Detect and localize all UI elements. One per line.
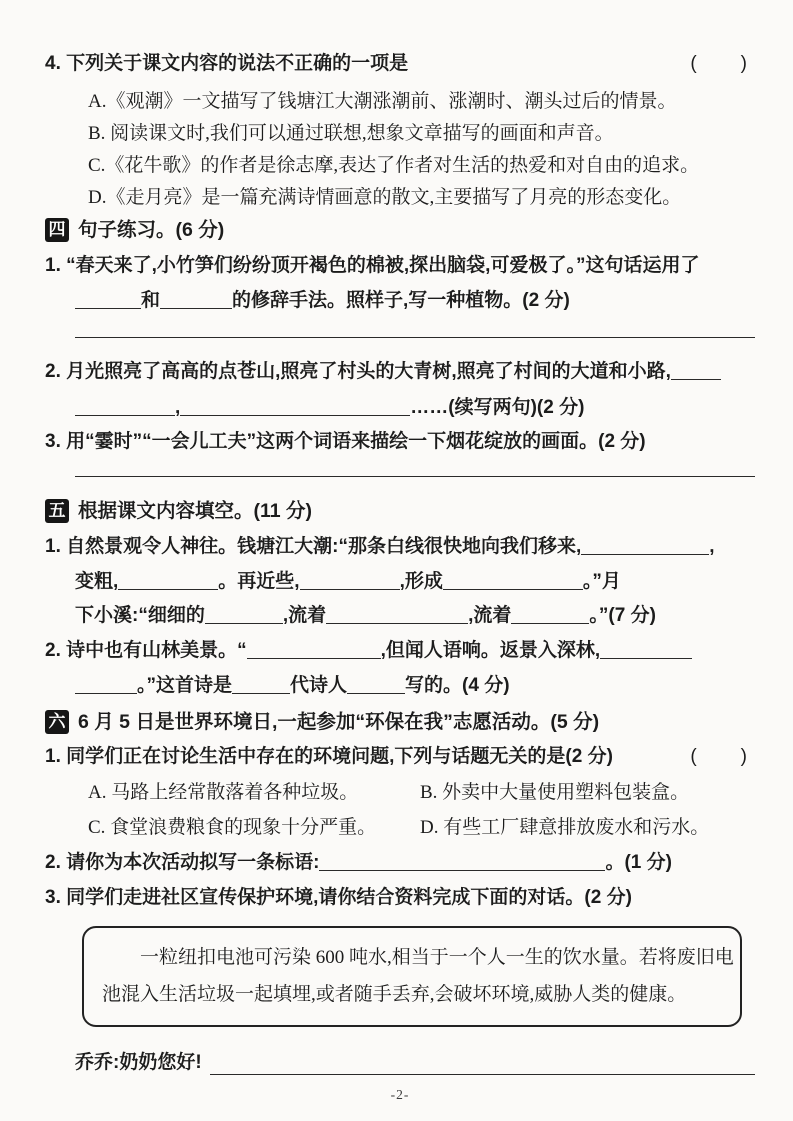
s4-q1-line2: 和 的修辞手法。照样子,写一种植物。(2 分) <box>45 289 755 313</box>
answer-blank[interactable] <box>600 639 692 659</box>
answer-blank[interactable] <box>160 289 232 309</box>
option-d: D.《走月亮》是一篇充满诗情画意的散文,主要描写了月亮的形态变化。 <box>88 187 682 208</box>
section-6-header <box>45 709 755 735</box>
option-b: B. 外卖中大量使用塑料包装盒。 <box>420 782 690 803</box>
section-5-badge: 五 <box>45 499 69 523</box>
s4-q2-line2: , ……(续写两句)(2 分) <box>45 396 755 420</box>
answer-blank[interactable] <box>75 674 137 694</box>
answer-blank[interactable] <box>319 851 605 871</box>
answer-blank[interactable] <box>300 570 400 590</box>
answer-blank[interactable] <box>118 570 218 590</box>
answer-blank[interactable] <box>75 396 175 416</box>
answer-blank[interactable] <box>247 639 381 659</box>
s4-q2-line1: 2. 月光照亮了高高的点苍山,照亮了村头的大青树,照亮了村间的大道和小路, <box>45 360 755 384</box>
s5-q1-line3: 下小溪:“细细的 ,流着 ,流着 。”(7 分) <box>75 605 656 626</box>
dialogue-row <box>45 1051 755 1075</box>
info-box-line: 池混入生活垃圾一起填埋,或者随手丢弃,会破坏环境,威胁人类的健康。 <box>102 984 687 1005</box>
answer-blank[interactable] <box>180 396 410 416</box>
section-6-badge: 六 <box>45 710 69 734</box>
section-4-title: 句子练习。(6 分) <box>78 219 225 241</box>
option-a: A.《观潮》一文描写了钱塘江大潮涨潮前、涨潮时、潮头过后的情景。 <box>88 91 677 112</box>
s6-q3-line: 3. 同学们走进社区宣传保护环境,请你结合资料完成下面的对话。(2 分) <box>45 887 632 908</box>
answer-blank[interactable] <box>347 674 405 694</box>
s5-q2-line2: 。”这首诗是 代诗人 写的。(4 分) <box>45 674 755 698</box>
answer-blank[interactable] <box>443 570 583 590</box>
option-b: B. 阅读课文时,我们可以通过联想,想象文章描写的画面和声音。 <box>88 123 614 144</box>
s6-q1-options-row-2 <box>45 816 755 840</box>
answer-line[interactable] <box>75 337 755 338</box>
dialogue-answer-blank[interactable] <box>210 1052 755 1075</box>
option-c: C.《花牛歌》的作者是徐志摩,表达了作者对生活的热爱和对自由的追求。 <box>88 155 700 176</box>
s5-q1-line1: 1. 自然景观令人神往。钱塘江大潮:“那条白线很快地向我们移来, , <box>45 536 715 557</box>
s5-q1-line2: 变粗, 。再近些, ,形成 。”月 <box>75 571 621 592</box>
option-a: A. 马路上经常散落着各种垃圾。 <box>88 782 359 803</box>
section-5-header <box>45 498 755 524</box>
page-number: -2- <box>390 1087 410 1102</box>
s4-q3-line: 3. 用“霎时”“一会儿工夫”这两个词语来描绘一下烟花绽放的画面。(2 分) <box>45 431 646 452</box>
s6-q2-line: 2. 请你为本次活动拟写一条标语: 。(1 分) <box>45 852 672 873</box>
answer-blank[interactable] <box>75 289 141 309</box>
answer-bracket[interactable]: ( ) <box>690 746 749 767</box>
question-4-stem-row <box>45 52 755 76</box>
dialogue-prefix: 乔乔:奶奶您好! <box>75 1052 202 1073</box>
s4-q1-line1: 1. “春天来了,小竹笋们纷纷顶开褐色的棉被,探出脑袋,可爱极了。”这句话运用了 <box>45 255 700 276</box>
section-6-title: 6 月 5 日是世界环境日,一起参加“环保在我”志愿活动。(5 分) <box>78 711 600 733</box>
s6-q1-options-row-1 <box>45 781 755 805</box>
answer-blank[interactable] <box>326 604 468 624</box>
answer-blank[interactable] <box>581 535 709 555</box>
option-c: C. 食堂浪费粮食的现象十分严重。 <box>88 817 377 838</box>
s6-q1-stem: 1. 同学们正在讨论生活中存在的环境问题,下列与话题无关的是(2 分) <box>45 746 613 767</box>
answer-blank[interactable] <box>671 360 721 380</box>
answer-blank[interactable] <box>205 604 283 624</box>
info-box <box>82 926 742 1027</box>
s5-q2-line1: 2. 诗中也有山林美景。“ ,但闻人语响。返景入深林, <box>45 639 755 663</box>
section-4-badge: 四 <box>45 218 69 242</box>
answer-blank[interactable] <box>511 604 589 624</box>
section-4-header <box>45 217 755 243</box>
answer-line[interactable] <box>75 476 755 477</box>
answer-blank[interactable] <box>232 674 290 694</box>
section-5-title: 根据课文内容填空。(11 分) <box>78 500 313 522</box>
option-d: D. 有些工厂肆意排放废水和污水。 <box>420 817 710 838</box>
info-box-line: 一粒纽扣电池可污染 600 吨水,相当于一个人一生的饮水量。若将废旧电 <box>140 947 734 968</box>
answer-bracket[interactable]: ( ) <box>690 53 749 74</box>
question-4-stem: 4. 下列关于课文内容的说法不正确的一项是 <box>45 53 409 74</box>
s6-q1-stem-row <box>45 745 755 769</box>
